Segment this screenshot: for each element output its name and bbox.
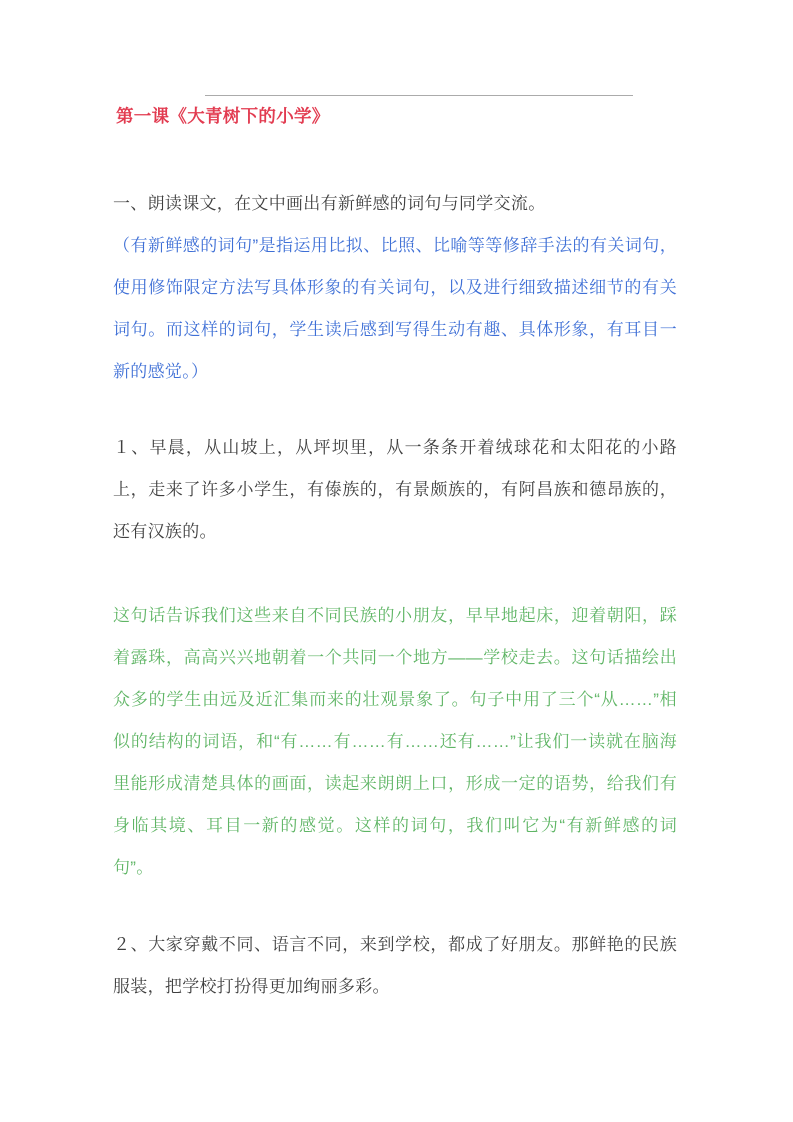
definition-note: （有新鲜感的词句”是指运用比拟、比照、比喻等等修辞手法的有关词句，使用修饰限定方法写具体形象的有关词句，以及进行细致描述细节的有关词句。而这样的词句，学生读后感到写得生动有趣、具体形象，有耳目一新的感觉。） [113,236,677,381]
example-sentence-1: １、早晨，从山坡上，从坪坝里，从一条条开着绒球花和太阳花的小路上，走来了许多小学生，有傣族的，有景颇族的，有阿昌族和德昂族的，还有汉族的。 [113,438,677,541]
document-content [113,95,677,1008]
analysis-paragraph: 这句话告诉我们这些来自不同民族的小朋友，早早地起床，迎着朝阳，踩着露珠，高高兴兴地朝着一个共同一个地方——学校走去。这句话描绘出众多的学生由远及近汇集而来的壮观景象了。句子中用了三个“从……”相似的结构的词语，和“有……有……有……还有……”让我们一读就在脑海里能形成清楚具体的画面，读起来朗朗上口，形成一定的语势，给我们有身临其境、耳目一新的感觉。这样的词句，我们叫它为“有新鲜感的词句”。 [113,606,677,877]
example-sentence-2: ２、大家穿戴不同、语言不同，来到学校，都成了好朋友。那鲜艳的民族服装，把学校打扮得更加绚丽多彩。 [113,935,677,996]
lesson-title: 第一课《大青树下的小学》 [116,106,330,126]
exercise-heading: 一、朗读课文，在文中画出有新鲜感的词句与同学交流。 [113,194,546,213]
